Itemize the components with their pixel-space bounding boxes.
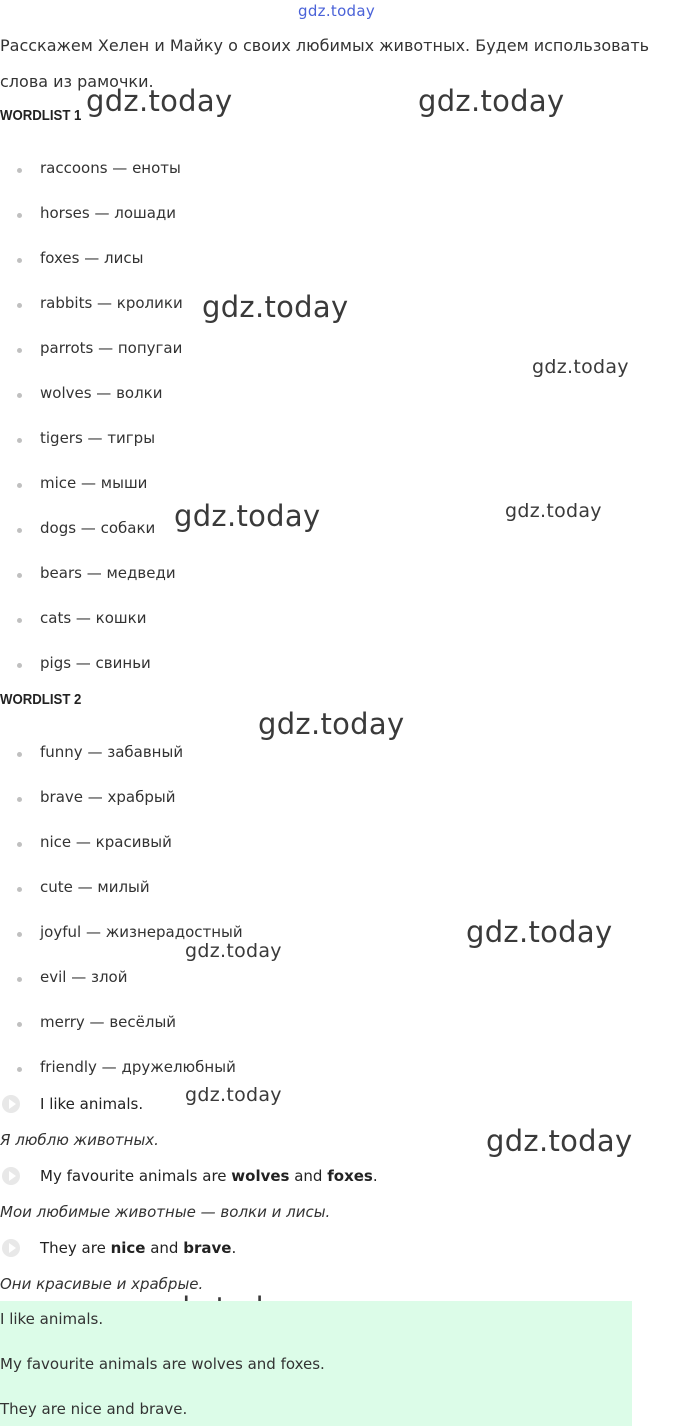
bullet-icon bbox=[17, 573, 22, 578]
list-item-text: evil — злой bbox=[40, 968, 128, 986]
phrase-translation: Они красивые и храбрые. bbox=[0, 1275, 204, 1293]
bullet-icon bbox=[17, 932, 22, 937]
list-item-text: tigers — тигры bbox=[40, 429, 156, 447]
watermark: gdz.today bbox=[86, 84, 233, 118]
bullet-icon bbox=[17, 213, 22, 218]
list-item-text: horses — лошади bbox=[40, 204, 177, 222]
watermark: gdz.today bbox=[174, 499, 321, 533]
bullet-icon bbox=[17, 258, 22, 263]
list-item-text: nice — красивый bbox=[40, 833, 172, 851]
list-item-text: parrots — попугаи bbox=[40, 339, 183, 357]
list-item-text: cats — кошки bbox=[40, 609, 147, 627]
list-item-text: friendly — дружелюбный bbox=[40, 1058, 236, 1076]
watermark: gdz.today bbox=[185, 1084, 282, 1106]
list-item-text: wolves — волки bbox=[40, 384, 163, 402]
watermark: gdz.today bbox=[258, 707, 405, 741]
list-item-text: funny — забавный bbox=[40, 743, 184, 761]
list-item-text: foxes — лисы bbox=[40, 249, 144, 267]
bullet-icon bbox=[17, 303, 22, 308]
phrase-text: My favourite animals are wolves and foxes. bbox=[40, 1167, 378, 1185]
phrase-text: They are nice and brave. bbox=[40, 1239, 237, 1257]
bullet-icon bbox=[17, 1067, 22, 1072]
phrase-translation: Я люблю животных. bbox=[0, 1131, 159, 1149]
watermark: gdz.today bbox=[486, 1124, 633, 1158]
list-item-text: mice — мыши bbox=[40, 474, 148, 492]
wordlist-2-heading: WORDLIST 2 bbox=[0, 691, 82, 708]
bullet-icon bbox=[17, 348, 22, 353]
watermark: gdz.today bbox=[466, 915, 613, 949]
bullet-icon bbox=[17, 797, 22, 802]
bullet-icon bbox=[17, 528, 22, 533]
bullet-icon bbox=[17, 1022, 22, 1027]
bullet-icon bbox=[17, 483, 22, 488]
list-item-text: merry — весёлый bbox=[40, 1013, 177, 1031]
bullet-icon bbox=[17, 887, 22, 892]
watermark: gdz.today bbox=[505, 500, 602, 522]
play-audio-icon[interactable] bbox=[2, 1095, 20, 1113]
list-item-text: rabbits — кролики bbox=[40, 294, 183, 312]
bullet-icon bbox=[17, 168, 22, 173]
watermark: gdz.today bbox=[202, 290, 349, 324]
phrase-text: I like animals. bbox=[40, 1095, 144, 1113]
bullet-icon bbox=[17, 842, 22, 847]
play-audio-icon[interactable] bbox=[2, 1239, 20, 1257]
list-item-text: brave — храбрый bbox=[40, 788, 176, 806]
watermark: gdz.today bbox=[532, 356, 629, 378]
bullet-icon bbox=[17, 438, 22, 443]
wordlist-1-heading: WORDLIST 1 bbox=[0, 107, 82, 124]
play-audio-icon[interactable] bbox=[2, 1167, 20, 1185]
answer-line: My favourite animals are wolves and foxes. bbox=[0, 1355, 325, 1373]
bullet-icon bbox=[17, 977, 22, 982]
answer-line: I like animals. bbox=[0, 1310, 104, 1328]
list-item-text: raccoons — еноты bbox=[40, 159, 181, 177]
watermark: gdz.today bbox=[185, 940, 282, 962]
list-item-text: joyful — жизнерадостный bbox=[40, 923, 243, 941]
bullet-icon bbox=[17, 752, 22, 757]
watermark: gdz.today bbox=[418, 84, 565, 118]
bullet-icon bbox=[17, 393, 22, 398]
answer-line: They are nice and brave. bbox=[0, 1400, 188, 1418]
watermark: gdz.today bbox=[298, 2, 376, 20]
list-item-text: bears — медведи bbox=[40, 564, 176, 582]
phrase-translation: Мои любимые животные — волки и лисы. bbox=[0, 1203, 331, 1221]
list-item-text: dogs — собаки bbox=[40, 519, 156, 537]
intro-text: Расскажем Хелен и Майку о своих любимых животных. Будем использовать слова из рамочки. bbox=[0, 36, 650, 91]
list-item-text: pigs — свиньи bbox=[40, 654, 151, 672]
bullet-icon bbox=[17, 618, 22, 623]
list-item-text: cute — милый bbox=[40, 878, 150, 896]
bullet-icon bbox=[17, 663, 22, 668]
